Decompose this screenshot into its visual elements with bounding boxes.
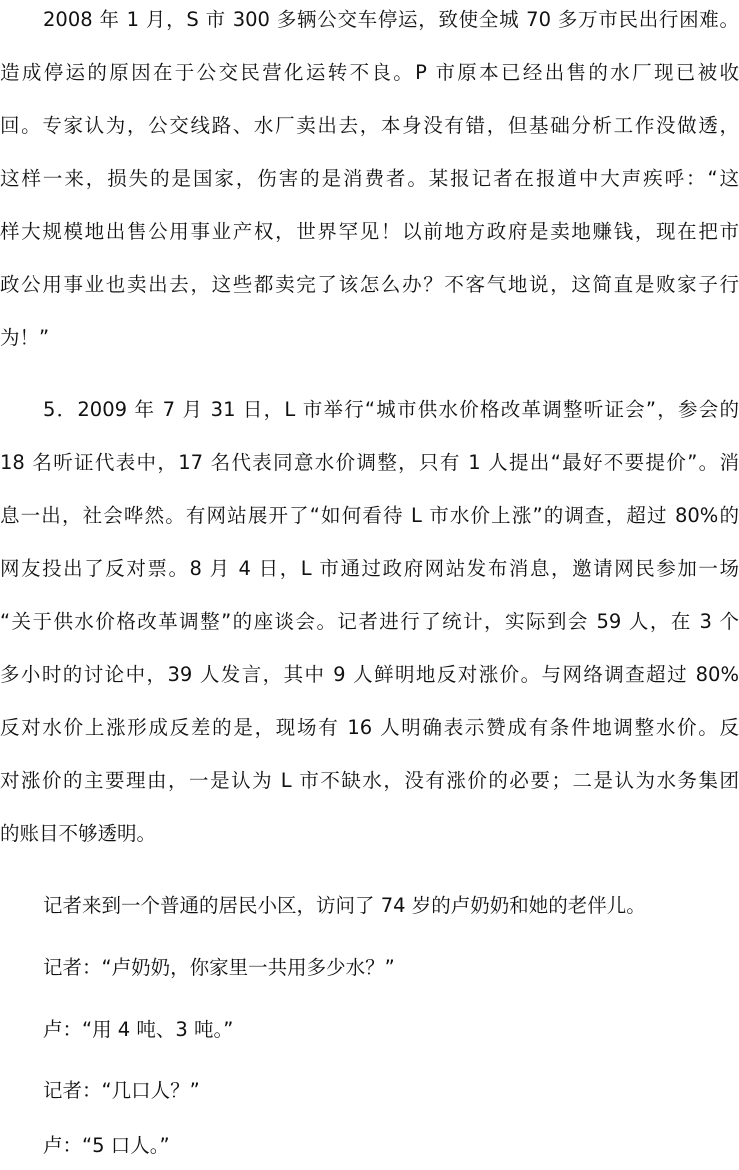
paragraph-1-line-7: 为！”: [0, 326, 50, 349]
dialogue-reporter-question-2: 记者：“几口人？”: [43, 1079, 200, 1102]
paragraph-1-line-1: 2008 年 1 月，S 市 300 多辆公交车停运，致使全城 70 多万市民出行困难。: [43, 8, 739, 31]
paragraph-1-line-2: 造成停运的原因在于公交民营化运转不良。P 市原本已经出售的水厂现已被收: [0, 61, 739, 84]
paragraph-1-line-3: 回。专家认为，公交线路、水厂卖出去，本身没有错，但基础分析工作没做透，: [0, 114, 739, 137]
paragraph-2-line-5: “关于供水价格改革调整”的座谈会。记者进行了统计，实际到会 59 人，在 3 个: [0, 610, 739, 633]
paragraph-1-line-5: 样大规模地出售公用事业产权，世界罕见！以前地方政府是卖地赚钱，现在把市: [0, 220, 739, 243]
paragraph-2-line-6: 多小时的讨论中，39 人发言，其中 9 人鲜明地反对涨价。与网络调查超过 80%: [0, 663, 739, 686]
paragraph-2-line-2: 18 名听证代表中，17 名代表同意水价调整，只有 1 人提出“最好不要提价”。消: [0, 451, 739, 474]
paragraph-2-line-8: 对涨价的主要理由，一是认为 L 市不缺水，没有涨价的必要；二是认为水务集团: [0, 769, 739, 792]
paragraph-2-line-1: 5．2009 年 7 月 31 日，L 市举行“城市供水价格改革调整听证会”，参会的: [43, 398, 739, 421]
paragraph-2-line-4: 网友投出了反对票。8 月 4 日，L 市通过政府网站发布消息，邀请网民参加一场: [0, 557, 739, 580]
paragraph-2-line-7: 反对水价上涨形成反差的是，现场有 16 人明确表示赞成有条件地调整水价。反: [0, 716, 739, 739]
paragraph-1-line-6: 政公用事业也卖出去，这些都卖完了该怎么办？不客气地说，这简直是败家子行: [0, 273, 739, 296]
dialogue-lu-answer-1: 卢：“用 4 吨、3 吨。”: [43, 1018, 234, 1041]
paragraph-2-line-3: 息一出，社会哗然。有网站展开了“如何看待 L 市水价上涨”的调查，超过 80%的: [0, 504, 739, 527]
paragraph-1-line-4: 这样一来，损失的是国家，伤害的是消费者。某报记者在报道中大声疾呼：“这: [0, 167, 739, 190]
paragraph-2-line-9: 的账目不够透明。: [0, 822, 157, 845]
paragraph-3: 记者来到一个普通的居民小区，访问了 74 岁的卢奶奶和她的老伴儿。: [43, 894, 646, 917]
dialogue-lu-answer-2: 卢：“5 口人。”: [43, 1134, 170, 1157]
dialogue-reporter-question-1: 记者：“卢奶奶，你家里一共用多少水？”: [43, 956, 395, 979]
